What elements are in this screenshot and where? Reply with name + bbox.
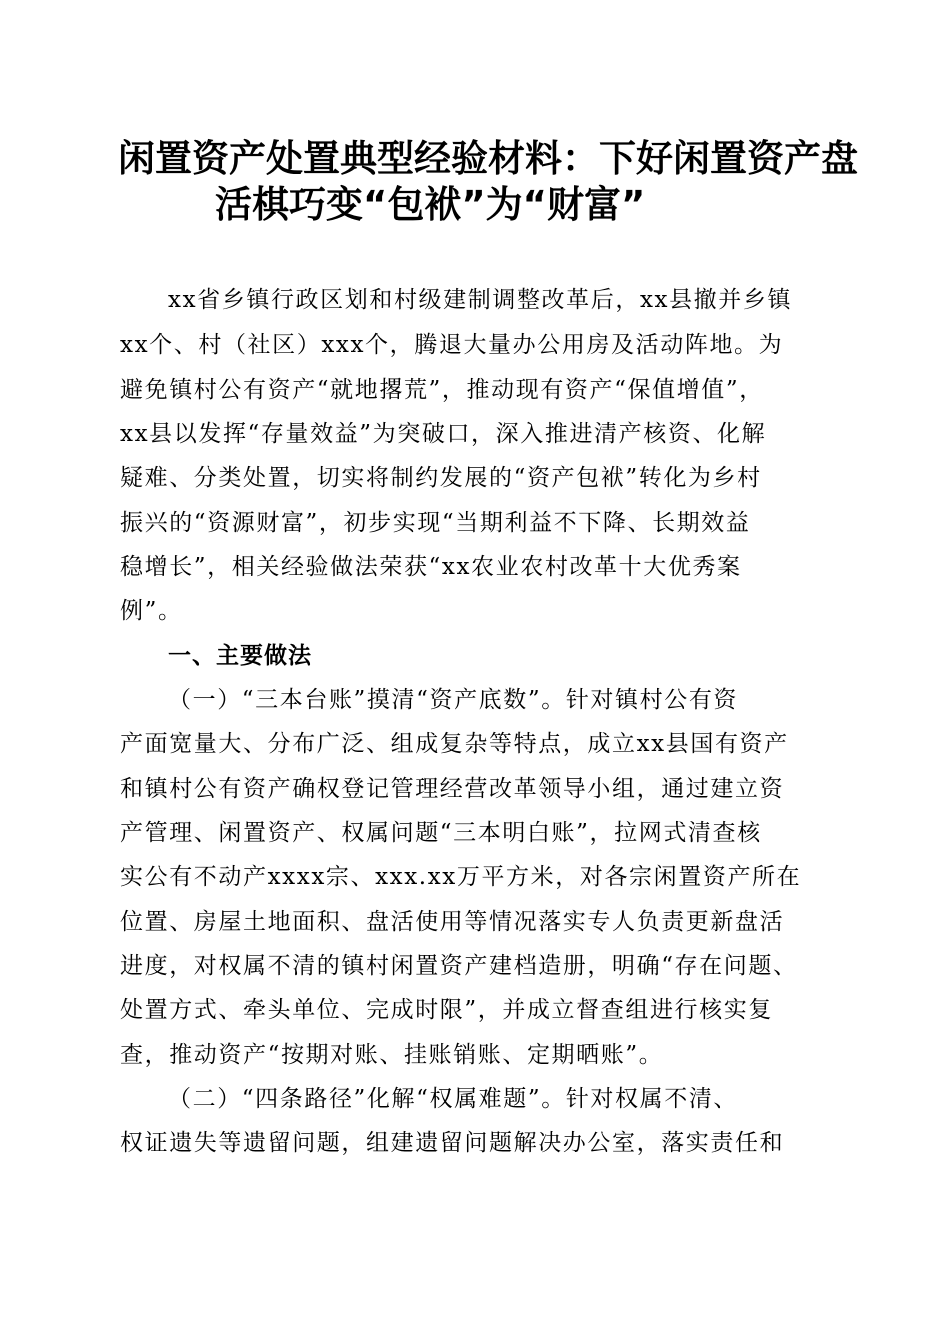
paragraph-line: 和镇村公有资产确权登记管理经营改革领导小组，通过建立资: [120, 776, 785, 802]
paragraph-line: 位置、房屋土地面积、盘活使用等情况落实专人负责更新盘活: [120, 909, 785, 935]
paragraph-line: 实公有不动产xxxx宗、xxx.xx万平方米，对各宗闲置资产所在: [120, 864, 802, 890]
document-title-line-1: 闲置资产处置典型经验材料：下好闲置资产盘: [118, 137, 858, 180]
paragraph-line: xx县以发挥“存量效益”为突破口，深入推进清产核资、化解: [120, 421, 767, 447]
paragraph-line: xx个、村（社区）xxx个，腾退大量办公用房及活动阵地。为: [120, 332, 784, 358]
paragraph-line: 稳增长”，相关经验做法荣获“xx农业农村改革十大优秀案: [120, 554, 742, 580]
paragraph-line: 振兴的“资源财富”，初步实现“当期利益不下降、长期效益: [120, 510, 751, 536]
paragraph-line: 例”。: [120, 598, 183, 624]
paragraph-line: 权证遗失等遗留问题，组建遗留问题解决办公室，落实责任和: [120, 1130, 785, 1156]
paragraph-line: 避免镇村公有资产“就地撂荒”，推动现有资产“保值增值”，: [120, 377, 764, 403]
paragraph-line: 产面宽量大、分布广泛、组成复杂等特点，成立xx县国有资产: [120, 731, 789, 757]
paragraph-line: 进度，对权属不清的镇村闲置资产建档造册，明确“存在问题、: [120, 953, 798, 979]
section-heading: 一、主要做法: [168, 643, 312, 669]
paragraph-line: 产管理、闲置资产、权属问题“三本明白账”，拉网式清查核: [120, 820, 762, 846]
document-title-line-2: 活棋巧变“包袱”为“财富”: [215, 183, 646, 226]
paragraph-line: 处置方式、牵头单位、完成时限”，并成立督查组进行核实复: [120, 997, 773, 1023]
subsection-line: （一）“三本台账”摸清“资产底数”。针对镇村公有资: [168, 687, 739, 713]
paragraph-line: 查，推动资产“按期对账、挂账销账、定期晒账”。: [120, 1042, 664, 1068]
subsection-line: （二）“四条路径”化解“权属难题”。针对权属不清、: [168, 1086, 739, 1112]
paragraph-line: xx省乡镇行政区划和村级建制调整改革后，xx县撤并乡镇: [168, 287, 793, 313]
paragraph-line: 疑难、分类处置，切实将制约发展的“资产包袱”转化为乡村: [120, 465, 762, 491]
